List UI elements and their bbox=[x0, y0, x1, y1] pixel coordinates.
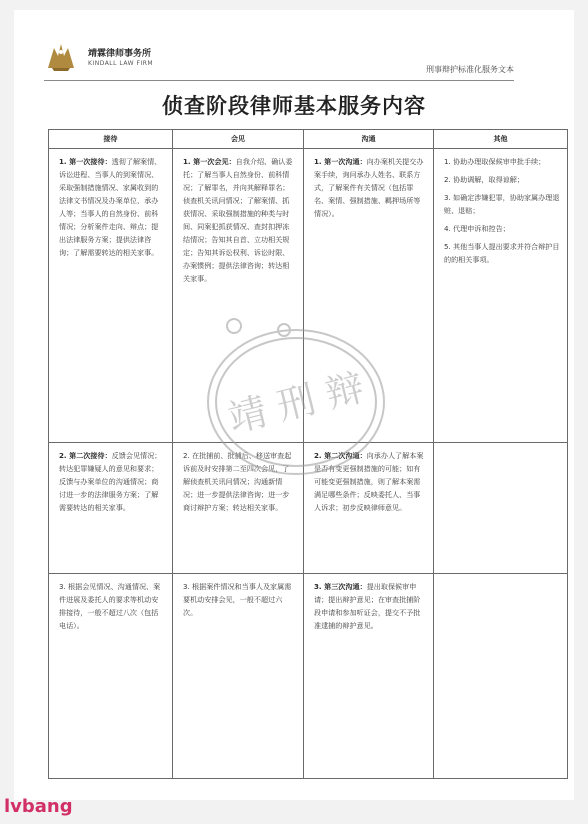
cell-paragraph bbox=[444, 155, 560, 168]
table-cell-other bbox=[434, 443, 568, 574]
table-cell-communication bbox=[304, 149, 434, 443]
service-content-table bbox=[48, 129, 568, 779]
cell-text: 自我介绍、确认委托；了解当事人自然身份、前科情况；了解罪名，并向其解释罪名；侦查机关讯问情况；了解案情、抓获情况、采取强制措施的种类与时间、同案犯抓获情况、查封扣押冻结情况；告知其自首、立功相关规定；告知其诉讼权利、诉讼时限、办案惯例；提供法律咨询；转达相关家事。 bbox=[183, 157, 293, 283]
cell-paragraph bbox=[444, 222, 560, 235]
table-cell-reception bbox=[49, 574, 173, 779]
table-cell-meeting bbox=[173, 443, 304, 574]
cell-lead-text: 2. 第二次接待： bbox=[59, 451, 112, 460]
cell-lead-text: 1. 第一次接待： bbox=[59, 157, 112, 166]
cell-text: 向办案机关提交办案手续，询问承办人姓名、联系方式，了解案件有关情况（包括罪名、案情、强制措施、羁押场所等情况）。 bbox=[314, 157, 424, 218]
cell-text: 5. 其他当事人提出要求并符合辩护目的的相关事项。 bbox=[444, 242, 560, 264]
cell-paragraph bbox=[444, 173, 560, 186]
cell-paragraph bbox=[59, 449, 165, 514]
column-header-reception: 接待 bbox=[49, 130, 173, 149]
cell-text: 3. 如确定涉嫌犯罪，协助家属办理退赃、退赔； bbox=[444, 193, 560, 215]
table-header-row bbox=[49, 130, 568, 149]
page-title: 侦查阶段律师基本服务内容 bbox=[162, 94, 426, 118]
cell-lead-text: 1. 第一次会见： bbox=[183, 157, 236, 166]
table-cell-reception bbox=[49, 149, 173, 443]
firm-logo-icon bbox=[44, 40, 78, 72]
cell-text: 3. 根据案件情况和当事人及家属需要机动安排会见，一般不超过六次。 bbox=[183, 582, 292, 617]
table-row bbox=[49, 574, 568, 779]
cell-paragraph bbox=[314, 580, 426, 632]
cell-text: 透彻了解案情、诉讼进程、当事人的到案情况、采取强制措施情况、家属收到的法律文书情况及办案单位、承办人等；当事人的自然身份、前科情况；分析案件走向、辩点；提出法律服务方案；提供法律咨询；了解需要转达的相关家事。 bbox=[59, 157, 162, 257]
cell-paragraph bbox=[444, 240, 560, 266]
column-header-communication: 沟通 bbox=[304, 130, 434, 149]
cell-paragraph bbox=[314, 155, 426, 220]
table-cell-reception bbox=[49, 443, 173, 574]
firm-name-cn: 靖霖律师事务所 bbox=[88, 49, 152, 59]
cell-paragraph bbox=[183, 155, 296, 285]
cell-lead-text: 1. 第一次沟通： bbox=[314, 157, 367, 166]
cell-paragraph bbox=[59, 155, 165, 259]
table-row bbox=[49, 149, 568, 443]
site-watermark: lvbang bbox=[4, 796, 73, 817]
cell-text: 3. 根据会见情况、沟通情况、案件进展及委托人的要求等机动安排接待，一般不超过八次（包括电话）。 bbox=[59, 582, 161, 630]
table-cell-meeting bbox=[173, 574, 304, 779]
document-series-name: 刑事辩护标准化服务文本 bbox=[426, 65, 514, 74]
cell-paragraph bbox=[183, 580, 296, 619]
table-cell-communication bbox=[304, 443, 434, 574]
cell-paragraph bbox=[59, 580, 165, 632]
table-cell-other bbox=[434, 574, 568, 779]
column-header-meeting: 会见 bbox=[173, 130, 304, 149]
cell-text: 1. 协助办理取保候审申批手续； bbox=[444, 157, 546, 166]
column-header-other: 其他 bbox=[434, 130, 568, 149]
cell-paragraph bbox=[314, 449, 426, 514]
cell-lead-text: 3. 第三次沟通： bbox=[314, 582, 367, 591]
seal-text: 靖 刑 辩 bbox=[223, 364, 369, 442]
letterhead bbox=[44, 34, 514, 81]
cell-text: 2. 在批捕前、批捕后、移送审查起诉前及时安排第二至四次会见，了解侦查机关讯问情况；沟通新情况；进一步提供法律咨询；进一步商讨辩护方案；转达相关家事。 bbox=[183, 451, 292, 512]
cell-text: 4. 代理申诉和控告； bbox=[444, 224, 510, 233]
table-row bbox=[49, 443, 568, 574]
cell-text: 2. 协助调解，取得谅解； bbox=[444, 175, 524, 184]
table-cell-other bbox=[434, 149, 568, 443]
firm-name-en: KINDALL LAW FIRM bbox=[88, 60, 154, 67]
table-cell-meeting bbox=[173, 149, 304, 443]
cell-paragraph bbox=[183, 449, 296, 514]
cell-text: 向承办人了解本案是否有变更强制措施的可能；如有可能变更强制措施，则了解本案需满足哪些条件；反映委托人、当事人诉求；初步反映律师意见。 bbox=[314, 451, 424, 512]
cell-paragraph bbox=[444, 191, 560, 217]
cell-text: 反馈会见情况；转达犯罪嫌疑人的意见和要求；反馈与办案单位的沟通情况；商讨进一步的法律服务方案；了解需要转达的相关家事。 bbox=[59, 451, 162, 512]
cell-lead-text: 2. 第二次沟通： bbox=[314, 451, 367, 460]
cell-text: 提出取保候审申请；提出辩护意见；在审查批捕阶段申请和参加听证会，提交不予批准逮捕的辩护意见。 bbox=[314, 582, 421, 630]
table-cell-communication bbox=[304, 574, 434, 779]
